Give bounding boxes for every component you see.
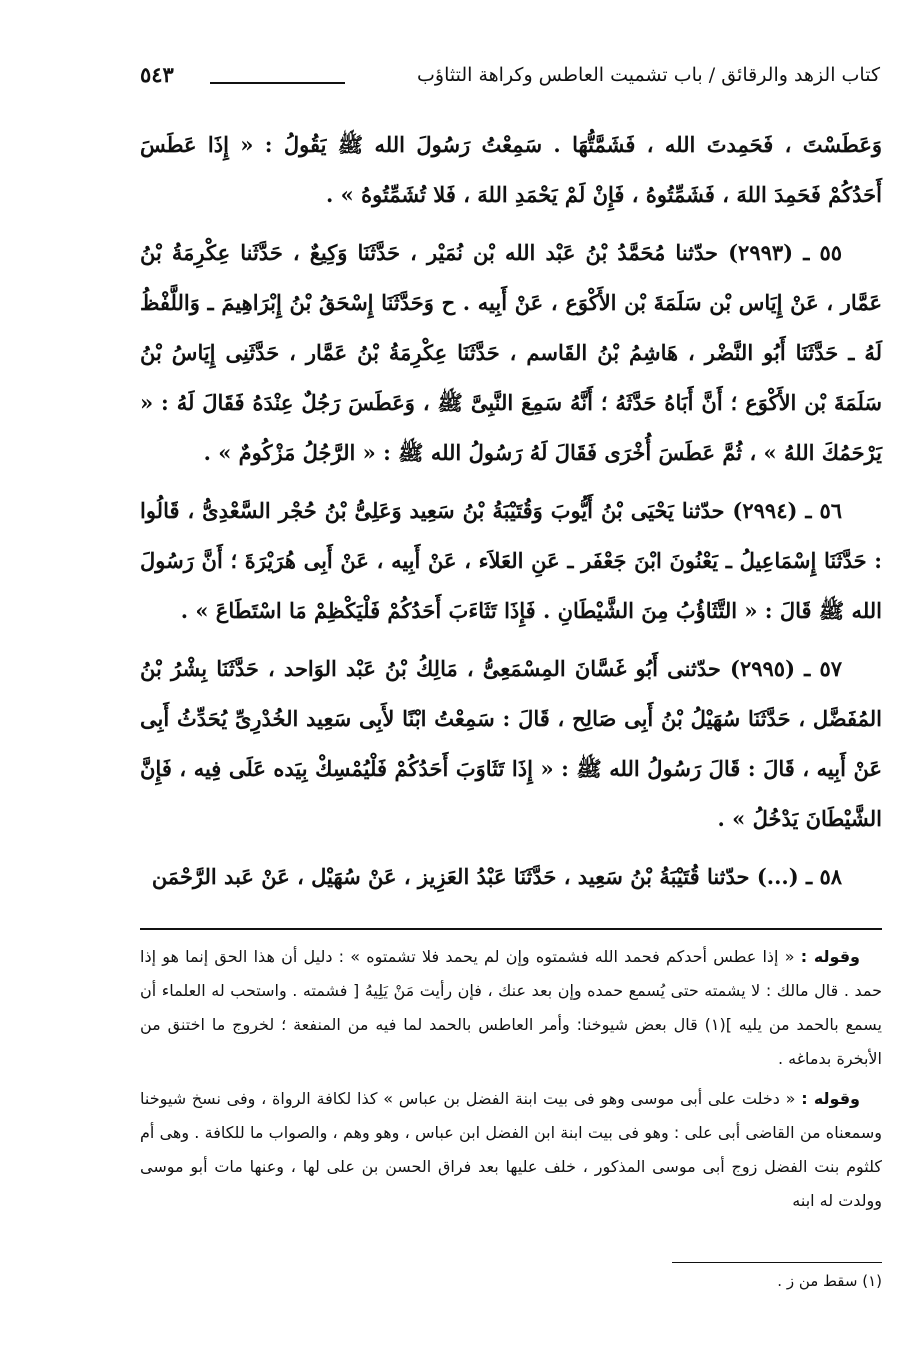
- commentary-note: [140, 940, 882, 1076]
- hadith-58: ٥٨ ـ (...) حدّثنا قُتَيْبَةُ بْنُ سَعِيد ، حَدَّثَنَا عَبْدُ العَزِيز ، عَنْ سُهَيْل ، عَنْ عَبد الرَّحْمَن: [151, 864, 842, 889]
- paragraph-continuation: وَعَطَسْتَ ، فَحَمِدتَ الله ، فَشَمَّتُّهَا . سَمِعْتُ رَسُولَ الله ﷺ يَقُولُ : « إِذَا عَطَسَ أَحَدُكُمْ فَحَمِدَ اللهَ ، فَشَمِّتُوهُ ، فَإِنْ لَمْ يَحْمَدِ اللهَ ، فَلا تُشَمِّتُوهُ » .: [140, 132, 882, 207]
- main-text: [140, 120, 882, 910]
- note-text: « دخلت على أبى موسى وهو فى بيت ابنة الفضل بن عباس » كذا لكافة الرواة ، وفى نسخ شيوخنا وسمعناه من القاضى أبى على : وهو فى بيت ابنة ابن الفضل ابن عباس ، وهو وهم ، والصواب ما للكافة . وهى أم كلثوم بنت الفضل زوج أبى موسى المذكور ، خلف عليها بعد فراق الحسن بن على لها ، وعنها مات أبو موسى وولدت له ابنه: [140, 1089, 882, 1210]
- hadith-55: ٥٥ ـ (٢٩٩٣) حدّثنا مُحَمَّدُ بْنُ عَبْد الله بْن نُمَيْر ، حَدَّثَنَا وَكِيعٌ ، حَدَّثَنا عِكْرِمَةُ بْنُ عَمَّار ، عَنْ إِيَاس بْن سَلَمَةَ بْن الأَكْوَع ، عَنْ أَبِيه . ح وَحَدَّثَنَا إِسْحَقُ بْنُ إِبْرَاهِيمَ ـ وَاللَّفْظُ لَهُ ـ حَدَّثَنَا أَبُو النَّضْر ، هَاشِمُ بْنُ القَاسم ، حَدَّثَنَا عِكْرِمَةُ بْنُ عَمَّار ، حَدَّثَنِى إِيَاسُ بْنُ سَلَمَةَ بْن الأَكْوَع ؛ أَنَّ أَبَاهُ حَدَّثَهُ ؛ أَنَّهُ سَمِعَ النَّبِىَّ ﷺ ، وَعَطَسَ رَجُلٌ عِنْدَهُ فَقَالَ لَهُ : « يَرْحَمُكَ اللهُ » ، ثُمَّ عَطَسَ أُخْرَى فَقَالَ لَهُ رَسُولُ الله ﷺ : « الرَّجُلُ مَزْكُومٌ » .: [140, 240, 882, 465]
- running-header: [140, 60, 880, 100]
- header-rule: [210, 82, 345, 84]
- header-title: كتاب الزهد والرقائق / باب تشميت العاطس وكراهة التثاؤب: [417, 64, 880, 86]
- note-lead: وقوله :: [800, 947, 860, 966]
- hadith-57: ٥٧ ـ (٢٩٩٥) حدّثنى أَبُو غَسَّانَ المِسْمَعِىُّ ، مَالِكُ بْنُ عَبْد الوَاحد ، حَدَّثَنَا بِشْرُ بْنُ المُفَضَّل ، حَدَّثَنَا سُهَيْلُ بْنُ أَبِى صَالِح ، قَالَ : سَمِعْتُ ابْنًا لأَبِى سَعِيد الخُدْرِىِّ يُحَدِّثُ أَبِى عَنْ أَبِيه ، قَالَ : قَالَ رَسُولُ الله ﷺ : « إِذَا تَثَاوَبَ أَحَدُكُمْ فَلْيُمْسِكْ بِيَده عَلَى فِيه ، فَإِنَّ الشَّيْطَانَ يَدْخُلُ » .: [140, 656, 882, 831]
- commentary: [140, 940, 882, 1224]
- hadith-56: ٥٦ ـ (٢٩٩٤) حدّثنا يَحْيَى بْنُ أَيُّوبَ وَقُتَيْبَةُ بْنُ سَعِيد وَعَلِىُّ بْنُ حُجْر السَّعْدِىُّ ، قَالُوا : حَدَّثَنَا إِسْمَاعِيلُ ـ يَعْنُونَ ابْنَ جَعْفَر ـ عَنِ العَلاَء ، عَنْ أَبِيه ، عَنْ أَبِى هُرَيْرَةَ ؛ أَنَّ رَسُولَ الله ﷺ قَالَ : « التَّثَاؤُبُ مِنَ الشَّيْطَانِ . فَإِذَا تَثَاءَبَ أَحَدُكُمْ فَلْيَكْظِمْ مَا اسْتَطَاعَ » .: [140, 498, 882, 623]
- commentary-note: [140, 1082, 882, 1218]
- page-number: ٥٤٣: [140, 62, 174, 87]
- note-lead: وقوله :: [801, 1089, 861, 1108]
- footnote-rule: [672, 1262, 882, 1263]
- commentary-divider: [140, 928, 882, 930]
- note-text: « إذا عطس أحدكم فحمد الله فشمتوه وإن لم يحمد فلا تشمتوه » : دليل أن هذا الحق إنما هو إذا حمد . قال مالك : لا يشمته حتى يُسمع حمده وإن بعد عنك ، فإن رأيت مَنْ يَلِيهُ [ فشمته . واستحب له العلماء أن يسمع بالحمد من يليه ](١) قال بعض شيوخنا: وأمر العاطس بالحمد لما فيه من المنفعة ؛ لخروج ما اختنق من الأبخرة بدماغه .: [140, 947, 883, 1068]
- footnote: (١) سقط من ز .: [777, 1272, 882, 1290]
